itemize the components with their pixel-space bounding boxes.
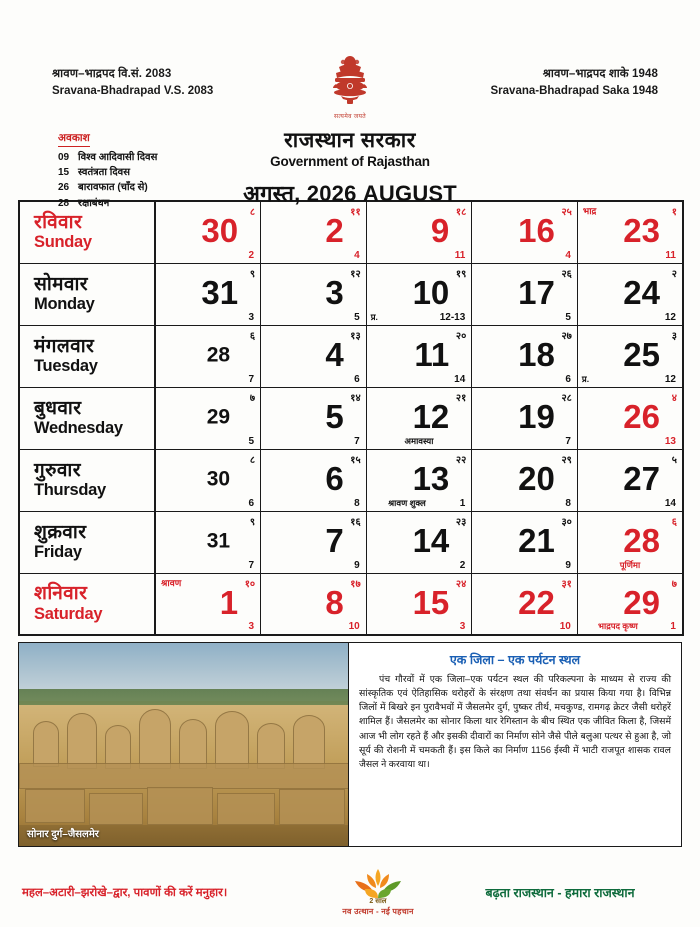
nakshatra-number: 9 bbox=[354, 559, 360, 571]
weekday-label-cell bbox=[19, 573, 155, 635]
date-cell[interactable] bbox=[155, 325, 261, 387]
calendar-row bbox=[19, 449, 683, 511]
weekday-label-cell bbox=[19, 201, 155, 263]
date-number: 27 bbox=[623, 460, 660, 498]
tithi-number: १२ bbox=[350, 268, 361, 280]
tithi-number: ९ bbox=[249, 268, 256, 280]
date-cell[interactable] bbox=[366, 201, 472, 263]
calendar-row bbox=[19, 573, 683, 635]
date-number: 4 bbox=[325, 336, 344, 374]
weekday-english: Thursday bbox=[34, 481, 106, 500]
lotus-icon bbox=[349, 867, 407, 901]
date-number: 8 bbox=[325, 583, 344, 621]
date-cell[interactable] bbox=[577, 387, 683, 449]
nakshatra-number: 10 bbox=[559, 621, 571, 632]
date-cell[interactable] bbox=[155, 511, 261, 573]
tithi-number: २५ bbox=[561, 207, 572, 218]
date-number: 25 bbox=[623, 336, 660, 374]
weekday-hindi: गुरुवार bbox=[34, 459, 81, 481]
fort-bastion bbox=[67, 713, 97, 769]
nakshatra-number: 7 bbox=[354, 435, 360, 447]
date-number: 31 bbox=[206, 529, 231, 553]
weekday-label-cell bbox=[19, 325, 155, 387]
fort-block bbox=[147, 787, 213, 825]
article-body: पंच गौरवों में एक जिला–एक पर्यटन स्थल की परिकल्पना के माध्यम से राज्य की सांस्कृतिक एवं ऐतिहासिक धरोहरों के संरक्षण तथा संवर्धन का प्रयास किया गया है। विभिन्न जिलों में बिखरे इन पुरावैभवों में जैसलमेर दुर्ग, पुष्कर तीर्थ, मचकुण्ड, रामगढ़ क्रेटर जैसी धरोहरें शामिल हैं। जैसलमेर का सोनार किला थार रेगिस्तान के बीच स्थित एक जीवित किला है, जिसमें आज भी लोग रहते हैं और इसकी दीवारों का निर्माण सोने जैसे पीले बलुआ पत्थर से हुआ है, जो सूर्य की रोशनी में चमकती हैं। इस किले का निर्माण 1156 ईस्वी में भाटी राजपूत शासक रावल जैसल ने करवाया था। bbox=[359, 674, 671, 769]
fort-wall bbox=[19, 763, 349, 789]
tithi-number: २० bbox=[455, 330, 467, 342]
date-number: 5 bbox=[325, 398, 344, 436]
fort-bastion bbox=[33, 721, 59, 767]
calendar-row bbox=[19, 325, 683, 387]
nakshatra-number: 14 bbox=[454, 373, 466, 385]
holiday-label: रक्षाबंधन bbox=[78, 197, 110, 209]
tithi-number: १७ bbox=[350, 578, 361, 590]
fort-photo bbox=[19, 643, 349, 846]
tithi-number: ६ bbox=[671, 516, 677, 528]
date-number: 24 bbox=[623, 274, 660, 312]
nakshatra-number: 14 bbox=[664, 497, 676, 509]
weekday-english: Sunday bbox=[34, 233, 92, 252]
tithi-number: २८ bbox=[561, 392, 572, 404]
header-left-hindi: श्रावण–भाद्रपद वि.सं. 2083 bbox=[52, 68, 172, 80]
weekday-english: Wednesday bbox=[34, 419, 123, 438]
date-cell[interactable] bbox=[366, 449, 472, 511]
holiday-date: 15 bbox=[58, 167, 70, 179]
tithi-number: ३० bbox=[561, 516, 572, 528]
date-cell[interactable] bbox=[155, 387, 261, 449]
nakshatra-number: 2 bbox=[459, 559, 466, 571]
month-tag: भाद्र bbox=[582, 206, 597, 216]
holiday-label: विश्व आदिवासी दिवस bbox=[78, 152, 158, 163]
date-number: 3 bbox=[325, 274, 344, 312]
nakshatra-number: 1 bbox=[459, 497, 466, 509]
date-number: 22 bbox=[518, 583, 555, 621]
tithi-number: २६ bbox=[561, 268, 572, 280]
footer-slogan-left: महल–अटारी–झरोखे–द्वार, पावणों की करें मनुहार। bbox=[22, 886, 228, 899]
date-note: भाद्रपद कृष्ण bbox=[598, 621, 638, 631]
date-number: 7 bbox=[325, 522, 344, 560]
weekday-label-cell bbox=[19, 263, 155, 325]
date-number: 15 bbox=[412, 583, 450, 621]
date-cell[interactable] bbox=[366, 573, 472, 635]
nakshatra-number: 5 bbox=[565, 311, 571, 323]
date-cell[interactable] bbox=[472, 325, 578, 387]
tithi-number: १६ bbox=[350, 516, 361, 528]
date-cell[interactable] bbox=[472, 511, 578, 573]
holidays-heading: अवकाश bbox=[58, 131, 90, 147]
tithi-number: १९ bbox=[455, 268, 467, 280]
fort-block bbox=[279, 789, 345, 825]
tithi-number: १५ bbox=[350, 454, 361, 466]
date-number: 28 bbox=[206, 343, 231, 367]
tithi-number: २३ bbox=[455, 516, 467, 528]
paksha-marker: प्र. bbox=[581, 373, 590, 384]
government-title-hindi: राजस्थान सरकार bbox=[284, 129, 416, 152]
nakshatra-number: 12 bbox=[664, 373, 676, 385]
bottom-panel bbox=[18, 642, 682, 847]
holiday-item bbox=[58, 165, 157, 180]
nakshatra-number: 3 bbox=[248, 311, 255, 323]
date-number: 6 bbox=[325, 460, 344, 498]
date-cell[interactable] bbox=[261, 573, 367, 635]
date-cell[interactable] bbox=[366, 511, 472, 573]
nakshatra-number: 6 bbox=[354, 373, 360, 385]
nakshatra-number: 9 bbox=[565, 559, 571, 571]
tithi-number: २९ bbox=[561, 454, 572, 466]
tithi-number: २२ bbox=[455, 454, 467, 466]
page-footer bbox=[18, 857, 682, 927]
nakshatra-number: 7 bbox=[248, 373, 255, 385]
date-note: श्रावण शुक्ल bbox=[388, 497, 426, 508]
tithi-number: १४ bbox=[350, 392, 361, 404]
date-cell[interactable] bbox=[366, 263, 472, 325]
date-number: 17 bbox=[518, 274, 555, 312]
date-cell[interactable] bbox=[155, 201, 261, 263]
date-cell[interactable] bbox=[472, 263, 578, 325]
calendar-grid bbox=[18, 200, 684, 636]
date-cell[interactable] bbox=[261, 449, 367, 511]
date-number: 11 bbox=[414, 336, 450, 374]
header-right-english: Sravana-Bhadrapad Saka 1948 bbox=[490, 84, 658, 97]
date-number: 29 bbox=[623, 583, 660, 621]
calendar-row bbox=[19, 263, 683, 325]
fort-bastion bbox=[179, 719, 207, 769]
weekday-hindi: मंगलवार bbox=[34, 335, 95, 357]
fort-bastion bbox=[215, 711, 249, 769]
date-number: 30 bbox=[201, 212, 239, 250]
date-cell[interactable] bbox=[577, 325, 683, 387]
tithi-number: ३ bbox=[671, 330, 677, 342]
fort-block bbox=[89, 793, 143, 825]
tithi-number: ९ bbox=[249, 516, 256, 528]
header-left-english: Sravana-Bhadrapad V.S. 2083 bbox=[52, 84, 214, 97]
date-cell[interactable] bbox=[366, 325, 472, 387]
tithi-number: २७ bbox=[561, 330, 572, 342]
government-title-english: Government of Rajasthan bbox=[270, 154, 430, 169]
nakshatra-number: 12 bbox=[664, 311, 676, 323]
weekday-english: Saturday bbox=[34, 604, 103, 623]
date-number: 16 bbox=[518, 212, 555, 250]
date-number: 31 bbox=[201, 274, 239, 312]
weekday-label-cell bbox=[19, 511, 155, 573]
weekday-hindi: सोमवार bbox=[34, 273, 88, 295]
date-cell[interactable] bbox=[472, 387, 578, 449]
nakshatra-number: 1 bbox=[670, 621, 676, 632]
holiday-date: 26 bbox=[58, 182, 70, 194]
calendar-row bbox=[19, 201, 683, 263]
date-cell[interactable] bbox=[155, 449, 261, 511]
holiday-item bbox=[58, 180, 157, 195]
fort-bastion bbox=[139, 709, 171, 769]
date-note: पूर्णिमा bbox=[619, 559, 641, 570]
ashoka-emblem-icon bbox=[323, 54, 377, 116]
date-number: 26 bbox=[623, 398, 660, 436]
logo-line2: नव उत्थान - नई पहचान bbox=[342, 907, 414, 916]
date-cell[interactable] bbox=[261, 387, 367, 449]
date-cell[interactable] bbox=[577, 573, 683, 635]
tithi-number: ३१ bbox=[561, 578, 572, 590]
nakshatra-number: 13 bbox=[664, 435, 676, 447]
nakshatra-number: 5 bbox=[354, 311, 360, 323]
date-cell[interactable] bbox=[261, 325, 367, 387]
nakshatra-number: 10 bbox=[348, 621, 360, 632]
date-number: 12 bbox=[412, 398, 450, 436]
nakshatra-number: 4 bbox=[565, 249, 571, 261]
calendar-row bbox=[19, 387, 683, 449]
fort-block bbox=[25, 789, 85, 823]
weekday-hindi: बुधवार bbox=[34, 397, 82, 419]
nakshatra-number: 3 bbox=[248, 621, 255, 632]
fort-bastion bbox=[293, 715, 325, 769]
month-title: अगस्त, 2026 AUGUST bbox=[243, 181, 457, 206]
tithi-number: ७ bbox=[249, 392, 256, 404]
page-header bbox=[0, 0, 700, 209]
tithi-number: ११ bbox=[350, 207, 361, 218]
nakshatra-number: 11 bbox=[665, 249, 676, 261]
date-number: 30 bbox=[206, 467, 231, 491]
nakshatra-number: 6 bbox=[565, 373, 571, 385]
weekday-hindi: शनिवार bbox=[34, 583, 88, 605]
tithi-number: २ bbox=[671, 268, 677, 280]
date-cell[interactable] bbox=[577, 449, 683, 511]
date-cell[interactable] bbox=[261, 201, 367, 263]
nakshatra-number: 7 bbox=[565, 435, 571, 447]
fort-block bbox=[217, 793, 275, 825]
holiday-label: स्वतंत्रता दिवस bbox=[78, 167, 130, 179]
weekday-label-cell bbox=[19, 387, 155, 449]
tithi-number: ५ bbox=[671, 454, 677, 466]
paksha-marker: प्र. bbox=[370, 311, 378, 322]
date-cell[interactable] bbox=[472, 201, 578, 263]
tithi-number: १० bbox=[244, 578, 256, 590]
date-cell[interactable] bbox=[261, 511, 367, 573]
weekday-english: Tuesday bbox=[34, 357, 98, 376]
footer-slogan-right: बढ़ता राजस्थान - हमारा राजस्थान bbox=[485, 885, 635, 900]
photo-caption: सोनार दुर्ग–जैसलमेर bbox=[27, 829, 99, 840]
emblem-caption: सत्यमेव जयते bbox=[334, 114, 366, 120]
date-number: 23 bbox=[623, 212, 660, 250]
article-title: एक जिला – एक पर्यटन स्थल bbox=[449, 653, 581, 667]
weekday-english: Monday bbox=[34, 295, 95, 314]
nakshatra-number: 12-13 bbox=[439, 311, 466, 323]
date-number: 21 bbox=[518, 522, 555, 560]
weekday-hindi: शुक्रवार bbox=[34, 521, 87, 543]
date-number: 20 bbox=[518, 460, 555, 498]
date-cell[interactable] bbox=[155, 573, 261, 635]
date-number: 19 bbox=[518, 398, 555, 436]
date-number: 1 bbox=[219, 583, 239, 621]
weekday-hindi: रविवार bbox=[34, 211, 83, 233]
nakshatra-number: 8 bbox=[565, 497, 571, 509]
date-cell[interactable] bbox=[261, 263, 367, 325]
nakshatra-number: 7 bbox=[248, 559, 255, 571]
tithi-number: २४ bbox=[455, 578, 467, 590]
date-number: 14 bbox=[412, 522, 450, 560]
date-number: 18 bbox=[518, 336, 555, 374]
holiday-date: 28 bbox=[58, 197, 70, 209]
nakshatra-number: 8 bbox=[354, 497, 360, 509]
date-number: 29 bbox=[206, 405, 231, 429]
tithi-number: १३ bbox=[350, 330, 361, 342]
date-cell[interactable] bbox=[155, 263, 261, 325]
date-cell[interactable] bbox=[577, 263, 683, 325]
nakshatra-number: 3 bbox=[459, 621, 466, 632]
date-cell[interactable] bbox=[472, 573, 578, 635]
tithi-number: २१ bbox=[455, 392, 467, 404]
date-note: अमावस्या bbox=[404, 435, 434, 446]
date-number: 28 bbox=[623, 522, 660, 560]
tithi-number: १ bbox=[671, 207, 677, 218]
date-number: 9 bbox=[430, 212, 450, 250]
date-cell[interactable] bbox=[366, 387, 472, 449]
weekday-english: Friday bbox=[34, 543, 82, 562]
tithi-number: ६ bbox=[249, 330, 256, 342]
date-cell[interactable] bbox=[472, 449, 578, 511]
holiday-date: 09 bbox=[58, 152, 70, 163]
holiday-label: बारावफात (चाँद से) bbox=[78, 182, 148, 194]
nakshatra-number: 2 bbox=[248, 249, 255, 261]
tithi-number: ८ bbox=[249, 454, 256, 466]
calendar-row bbox=[19, 511, 683, 573]
rajasthan-logo bbox=[318, 867, 438, 917]
tithi-number: ८ bbox=[249, 207, 256, 218]
date-cell[interactable] bbox=[577, 201, 683, 263]
nakshatra-number: 4 bbox=[354, 249, 360, 261]
tithi-number: ४ bbox=[671, 392, 677, 404]
date-number: 10 bbox=[412, 274, 450, 312]
date-number: 13 bbox=[412, 460, 450, 498]
month-tag: श्रावण bbox=[161, 577, 182, 588]
holiday-item bbox=[58, 150, 157, 165]
date-cell[interactable] bbox=[577, 511, 683, 573]
tithi-number: ७ bbox=[671, 578, 677, 590]
header-right-hindi: श्रावण–भाद्रपद शाके 1948 bbox=[542, 68, 658, 80]
tithi-number: १८ bbox=[455, 207, 467, 218]
article-panel bbox=[349, 643, 681, 846]
nakshatra-number: 11 bbox=[454, 249, 466, 261]
nakshatra-number: 6 bbox=[248, 497, 255, 509]
logo-line1: 2 साल bbox=[369, 898, 387, 905]
weekday-label-cell bbox=[19, 449, 155, 511]
date-number: 2 bbox=[325, 212, 344, 250]
nakshatra-number: 5 bbox=[248, 435, 255, 447]
holidays-list bbox=[58, 128, 157, 211]
